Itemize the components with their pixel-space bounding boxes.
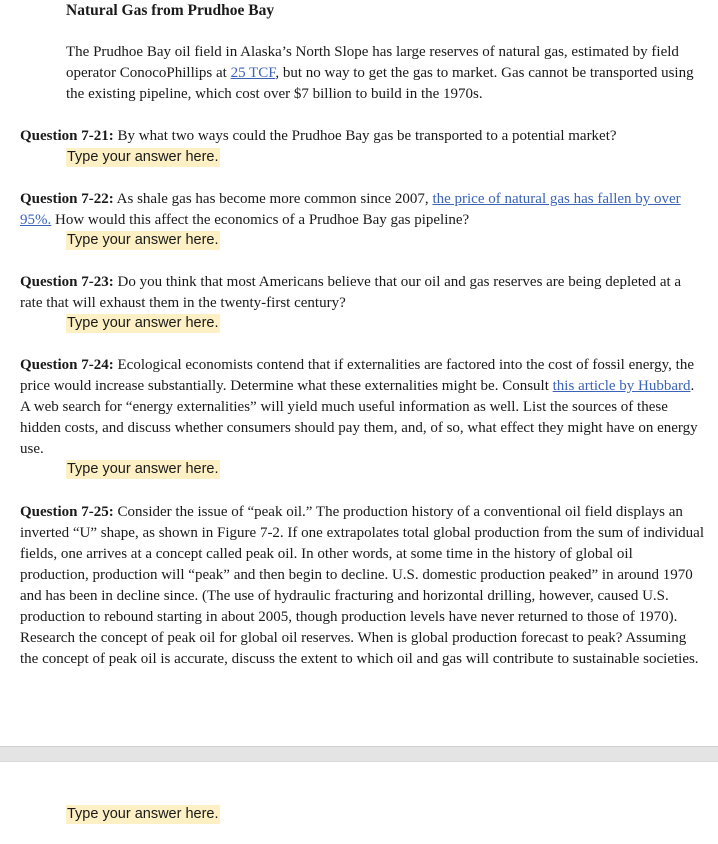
page-break-divider <box>0 746 718 762</box>
question-label: Question 7-22: <box>20 191 114 207</box>
answer-field-7-24[interactable]: Type your answer here. <box>67 461 219 477</box>
question-7-25 <box>20 502 704 670</box>
question-text-post: How would this affect the economics of a Prudhoe Bay gas pipeline? <box>51 212 470 228</box>
question-text: Consider the issue of “peak oil.” The production history of a conventional oil field displays an inverted “U” shape, as shown in Figure 7-2. If one extrapolates total global production from the sum of individual fields, one arrives at a concept called peak oil. In other words, at some time in the history of global oil production, production will “peak” and then begin to decline. U.S. domestic production peaked” in around 1970 and has been in decline since. (The use of hydraulic fracturing and horizontal drilling, however, caused U.S. production to rebound starting in about 2005, though production levels have never returned to those of 1970). Research the concept of peak oil for global oil reserves. When is global production forecast to peak? Assuming the concept of peak oil is accurate, discuss the extent to which oil and gas will contribute to sustainable societies. <box>20 504 705 667</box>
question-7-23 <box>20 272 704 314</box>
hubbard-article-link[interactable]: this article by Hubbard <box>552 378 691 394</box>
question-text: Do you think that most Americans believe that our oil and gas reserves are being depleted at a rate that will exhaust them in the twenty-first century? <box>20 274 682 311</box>
question-label: Question 7-23: <box>20 274 114 290</box>
question-7-22 <box>20 189 704 231</box>
answer-field-7-25[interactable]: Type your answer here. <box>67 806 219 822</box>
answer-field-7-22[interactable]: Type your answer here. <box>67 232 219 248</box>
tcf-link[interactable]: 25 TCF <box>230 65 276 81</box>
intro-paragraph <box>66 42 706 105</box>
answer-field-7-21[interactable]: Type your answer here. <box>67 149 219 165</box>
question-label: Question 7-25: <box>20 504 114 520</box>
intro-text-pre: The Prudhoe Bay oil field in Alaska’s North Slope has large reserves of natural gas, estimated by field operator ConocoPhillips at <box>66 44 679 81</box>
intro-text-post: , but no way to get the gas to market. Gas cannot be transported using the existing pipeline, which cost over $7 billion to build in the 1970s. <box>66 65 694 102</box>
question-label: Question 7-21: <box>20 128 114 144</box>
question-7-21 <box>20 126 704 147</box>
answer-field-7-23[interactable]: Type your answer here. <box>67 315 219 331</box>
question-text-post: . A web search for “energy externalities” will yield much useful information as well. List the sources of these hidden costs, and discuss whether consumers should pay them, and, of so, what effect they might have on energy use. <box>20 378 698 457</box>
section-title: Natural Gas from Prudhoe Bay <box>66 2 275 19</box>
natural-gas-price-link[interactable]: the price of natural gas has fallen by over 95%. <box>20 191 681 228</box>
question-text: By what two ways could the Prudhoe Bay gas be transported to a potential market? <box>113 128 617 144</box>
question-text-pre: As shale gas has become more common since 2007, <box>113 191 433 207</box>
question-label: Question 7-24: <box>20 357 114 373</box>
question-text-pre: Ecological economists contend that if externalities are factored into the cost of fossil energy, the price would increase substantially. Determine what these externalities might be. Consult <box>20 357 694 394</box>
question-7-24 <box>20 355 704 460</box>
